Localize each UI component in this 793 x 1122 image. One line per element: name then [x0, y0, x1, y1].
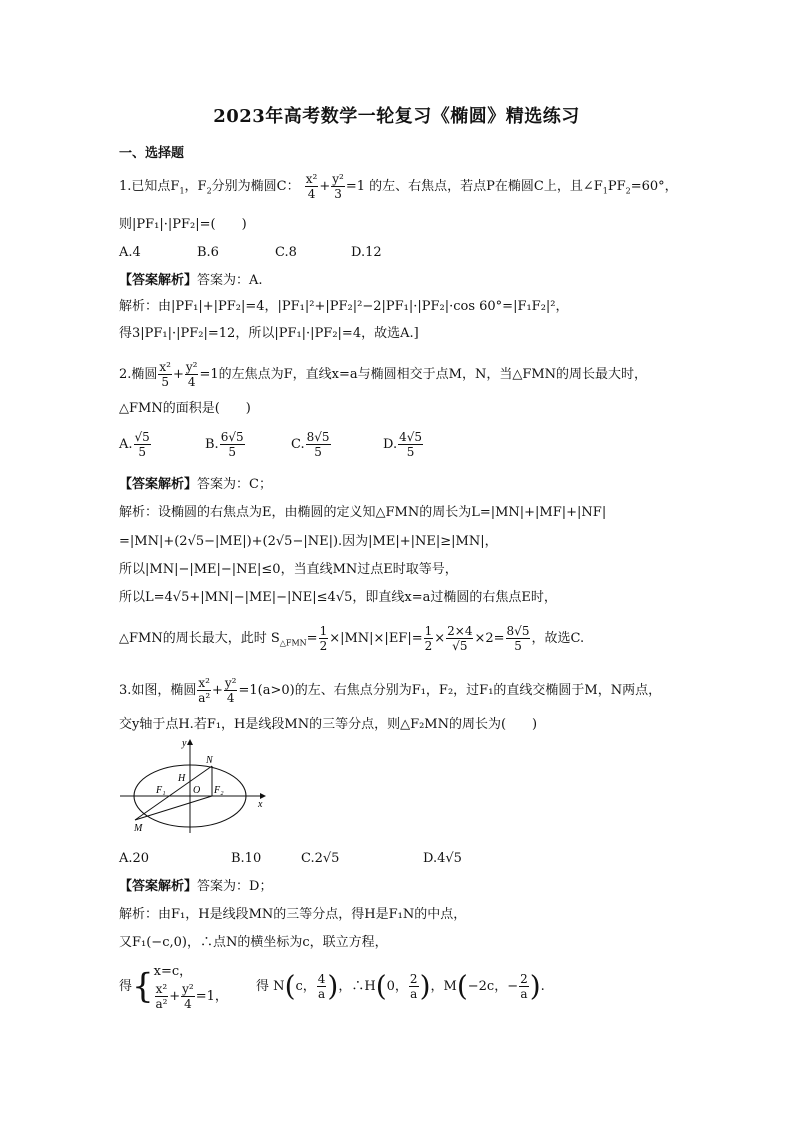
q1-stem: 1.已知点$F_1$，$F_2$分别为椭圆C： $\frac{\text{x²}}{4}$ + $\frac{\text{y²}}{3}$ =1 的左、右焦点，若点P在椭圆C上，且$\angle F_1PF_2=60^\circ$，	[119, 172, 678, 201]
q2-solution-2: =|MN|+(2√5−|ME|)+(2√5−|NE|).因为|ME|+|NE|≥|MN|，	[119, 534, 498, 549]
q1-solution-2: 得3|PF₁|·|PF₂|=12，所以|PF₁|·|PF₂|=4，故选A.]	[119, 326, 419, 341]
q3-options	[119, 850, 462, 868]
q2-option-d: D. $\frac{4√5}{5}$	[383, 430, 423, 459]
q2-options	[119, 430, 424, 459]
label-f1: F₁	[156, 785, 166, 796]
q1-option-a: A.4	[119, 245, 141, 260]
q1-option-c: C.8	[275, 245, 297, 260]
q2-stem: 2.椭圆 $\frac{\text{x²}}{5}$ + $\frac{\text{y²}}{4}$ =1的左焦点为F，直线x=a与椭圆相交于点M，N，当△FMN的周长最大时，	[119, 360, 648, 389]
q2-solution-1: 解析：设椭圆的右焦点为E，由椭圆的定义知△FMN的周长为L=|MN|+|MF|+|NF|	[119, 505, 607, 520]
y-axis-arrow	[187, 739, 193, 745]
line-mn	[135, 766, 212, 820]
label-h: H	[178, 773, 186, 784]
q3-solution-2: 又F₁(−c,0)，∴点N的横坐标为c，联立方程，	[119, 935, 388, 950]
line-mf2	[135, 796, 212, 820]
label-m: M	[134, 823, 143, 834]
q3-stem-line2: 交y轴于点H.若F₁，H是线段MN的三等分点，则△F₂MN的周长为( )	[119, 717, 538, 732]
q3-answer: 【答案解析】答案为：D；	[119, 879, 273, 894]
q3-option-d: D.4√5	[423, 851, 462, 866]
q1-answer: 【答案解析】答案为：A.	[119, 273, 263, 288]
q3-option-b: B.10	[231, 851, 262, 866]
q3-stem: 3.如图，椭圆 $\frac{\text{x²}}{\text{a²}}$ + $\frac{\text{y²}}{4}$ =1(a>0)的左、右焦点分别为F₁，F₂，过F₁的直线交椭圆于M，N两点，	[119, 676, 662, 705]
q3-solution-3: 得{ x=c， $\frac{\text{x²}}{\text{a²}}$ + $\frac{\text{y²}}{4}$ =1， 得 N(c， $\frac{4}{a}$ )，∴H(0， $\frac{2}{a}$ )，M(−2c，− $\frac{2}{a}$ ).	[119, 964, 545, 1011]
ellipse-figure	[120, 735, 270, 835]
label-f2: F₂	[214, 785, 224, 796]
section-heading: 一、选择题	[119, 146, 185, 161]
q1-option-b: B.6	[197, 245, 219, 260]
q2-solution-4: 所以L=4√5+|MN|−|ME|−|NE|≤4√5，即直线x=a过椭圆的右焦点E时，	[119, 590, 557, 605]
q3-option-c: C.2√5	[301, 851, 340, 866]
q1-option-d: D.12	[351, 245, 382, 260]
q3-solution-1: 解析：由F₁，H是线段MN的三等分点，得H是F₁N的中点，	[119, 907, 467, 922]
label-y: y	[182, 738, 187, 749]
q2-option-c: C. $\frac{8√5}{5}$	[291, 430, 330, 459]
label-x: x	[258, 799, 263, 810]
page-title: 2023年高考数学一轮复习《椭圆》精选练习	[213, 106, 580, 127]
q3-option-a: A.20	[119, 851, 150, 866]
q1-solution-1: 解析：由|PF₁|+|PF₂|=4，|PF₁|²+|PF₂|²−2|PF₁|·|PF₂|·cos 60°=|F₁F₂|²，	[119, 299, 569, 314]
q2-solution-3: 所以|MN|−|ME|−|NE|≤0，当直线MN过点E时取等号，	[119, 562, 458, 577]
q1-options	[119, 244, 382, 262]
q2-solution-5: △FMN的周长最大，此时 $S_{\triangle FMN}=$ $\frac{1}{2}$ ×|MN|×|EF|= $\frac{1}{2}$ × $\frac{2\times 4}{√5}$ ×2= $\frac{8√5}{5}$ ，故选C.	[119, 624, 585, 653]
q2-option-b: B. $\frac{6√5}{5}$	[205, 430, 244, 459]
q1-stem-line2: 则|PF₁|·|PF₂|=( )	[119, 217, 247, 232]
label-n: N	[206, 755, 213, 766]
q2-answer: 【答案解析】答案为：C；	[119, 477, 272, 492]
q2-stem-line2: △FMN的面积是( )	[119, 401, 251, 416]
q2-option-a: A. $\frac{√5}{5}$	[119, 430, 150, 459]
label-o: O	[193, 785, 201, 796]
